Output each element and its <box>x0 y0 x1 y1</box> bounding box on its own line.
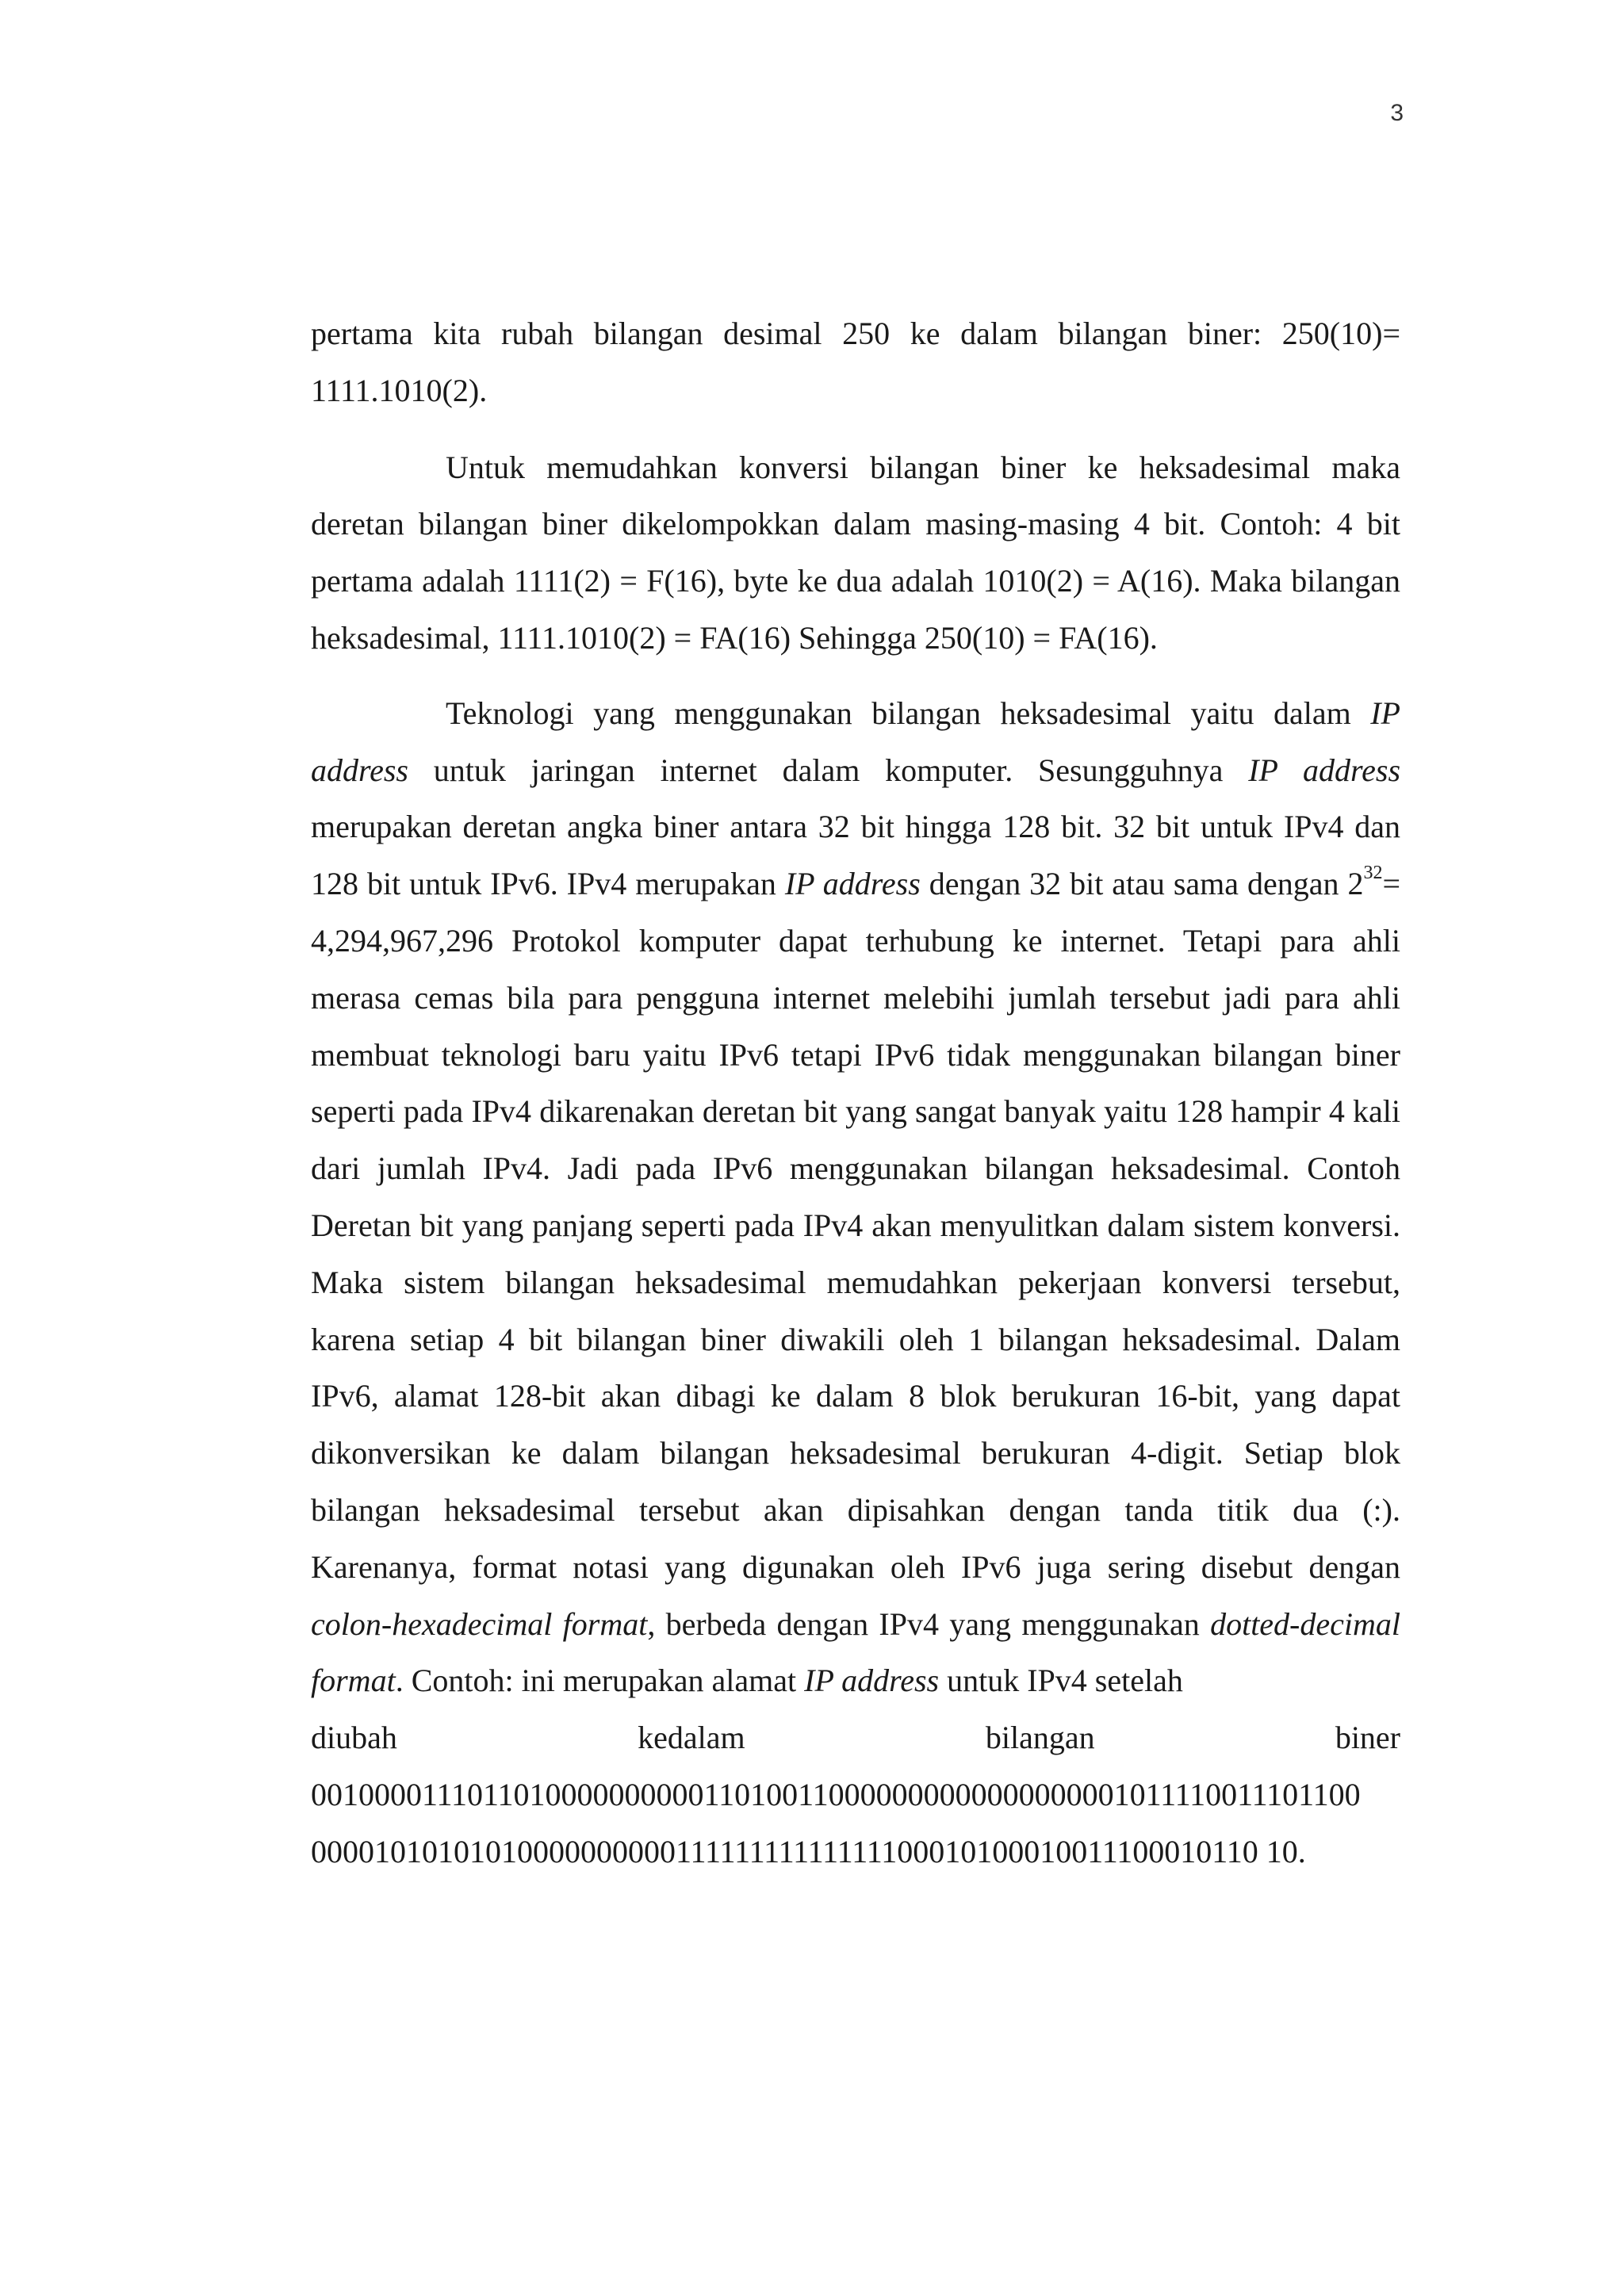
italic-term: IP address <box>311 695 1400 788</box>
binary-line-1: 0010000111011010000000000110100110000000000000000001011110011101100 <box>311 1776 1361 1812</box>
spread-line <box>311 1709 1400 1766</box>
document-body <box>311 305 1400 1881</box>
word: biner <box>1335 1720 1400 1756</box>
text-segment: untuk jaringan internet dalam komputer. Sesungguhnya <box>408 752 1249 788</box>
word: diubah <box>311 1720 397 1756</box>
text-segment: , berbeda dengan IPv4 yang menggunakan <box>647 1605 1211 1642</box>
paragraph-ip-address <box>311 685 1400 1709</box>
italic-term: colon-hexadecimal format <box>311 1605 648 1642</box>
binary-line-2: 0000101010101000000000011111111111111100010100010011100010110 10. <box>311 1833 1306 1869</box>
paragraph-intro: pertama kita rubah bilangan desimal 250 ke dalam bilangan biner: 250(10)= 1111.1010(2). <box>311 316 1400 408</box>
text-segment: dengan 32 bit atau sama dengan <box>920 866 1348 902</box>
text-segment: untuk IPv4 setelah <box>939 1663 1183 1699</box>
italic-term: IP address <box>784 866 921 902</box>
text-segment: . Contoh: ini merupakan alamat <box>395 1663 805 1699</box>
text-segment: merupakan deretan angka biner antara 32 bit hingga 128 bit. 32 bit untuk IPv4 dan 128 bit untuk IPv6. IPv4 merupakan <box>311 809 1400 902</box>
text-segment: = 4,294,967,296 Protokol komputer dapat terhubung ke internet. Tetapi para ahli merasa cemas bila para pengguna internet melebihi jumlah tersebut jadi para ahli membuat teknologi baru yaitu IPv6 tetapi IPv6 tidak menggunakan bilangan biner seperti pada IPv4 dikarenakan deretan bit yang sangat banyak yaitu 128 hampir 4 kali dari jumlah IPv4. Jadi pada IPv6 menggunakan bilangan heksadesimal. Contoh Deretan bit yang panjang seperti pada IPv4 akan menyulitkan dalam sistem konversi. Maka sistem bilangan heksadesimal memudahkan pekerjaan konversi tersebut, karena setiap 4 bit bilangan biner diwakili oleh 1 bilangan heksadesimal. Dalam IPv6, alamat 128-bit akan dibagi ke dalam 8 blok berukuran 16-bit, yang dapat dikonversikan ke dalam bilangan heksadesimal berukuran 4-digit. Setiap blok bilangan heksadesimal tersebut akan dipisahkan dengan tanda titik dua (:). Karenanya, format notasi yang digunakan oleh IPv6 juga sering disebut dengan <box>311 866 1400 1585</box>
word: bilangan <box>985 1720 1095 1756</box>
text-segment: Teknologi yang menggunakan bilangan heksadesimal yaitu dalam <box>446 695 1371 731</box>
word: kedalam <box>638 1720 745 1756</box>
italic-term: IP address <box>804 1663 940 1699</box>
power-base: 2 <box>1347 866 1364 902</box>
italic-term: IP address <box>1248 752 1401 788</box>
power-exponent: 32 <box>1363 863 1383 884</box>
paragraph-conversion: Untuk memudahkan konversi bilangan biner ke heksadesimal maka deretan bilangan biner dikelompokkan dalam masing-masing 4 bit. Contoh: 4 bit pertama adalah 1111(2) = F(16), byte ke dua adalah 1010(2) = A(16). Maka bilangan heksadesimal, 1111.1010(2) = FA(16) Sehingga 250(10) = FA(16). <box>311 449 1400 656</box>
page-number: 3 <box>1390 100 1404 126</box>
italic-term: dotted-decimal format <box>311 1605 1400 1699</box>
